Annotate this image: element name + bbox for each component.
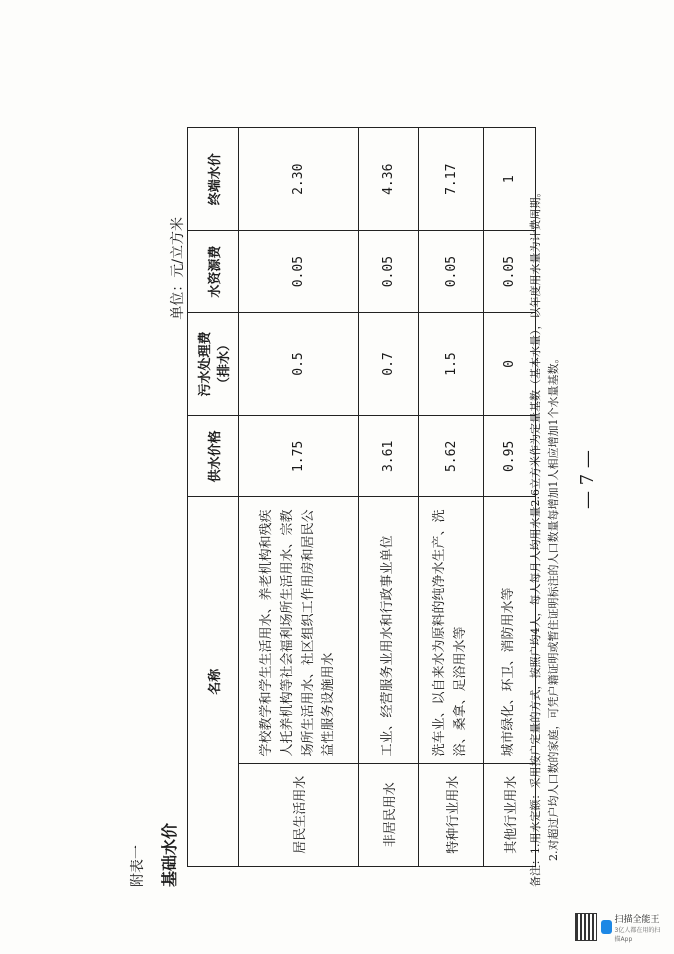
- row-resource-fee: 0.05: [484, 231, 536, 312]
- row-terminal-price: 1: [484, 128, 536, 231]
- row-supply-price: 1.75: [239, 416, 359, 497]
- row-supply-price: 5.62: [419, 416, 484, 497]
- row-sewage-fee: 0.5: [239, 312, 359, 415]
- watermark-tagline: 3亿人都在用的扫描App: [614, 926, 661, 943]
- row-description: 学校教学和学生生活用水、养老机构和残疾人托养机构等社会福利场所生活用水、宗教场所生活用水、社区组织工作用房和居民公益性服务设施用水: [239, 497, 359, 763]
- watermark-app-name: 扫描全能王: [614, 914, 660, 925]
- header-supply-price: 供水价格: [188, 416, 239, 497]
- row-resource-fee: 0.05: [359, 231, 419, 312]
- row-sewage-fee: 0.7: [359, 312, 419, 415]
- row-description: 工业、经营服务业用水和行政事业单位: [359, 497, 419, 763]
- scanner-logo-icon: [601, 920, 612, 934]
- row-terminal-price: 7.17: [419, 128, 484, 231]
- row-resource-fee: 0.05: [419, 231, 484, 312]
- table-row: [239, 128, 359, 867]
- row-terminal-price: 4.36: [359, 128, 419, 231]
- table-row: [419, 128, 484, 867]
- row-category: 其他行业用水: [484, 763, 536, 866]
- table-row: [359, 128, 419, 867]
- header-resource-fee: 水资源费: [188, 231, 239, 312]
- row-resource-fee: 0.05: [239, 231, 359, 312]
- row-category: 特种行业用水: [419, 763, 484, 866]
- row-sewage-fee: 0: [484, 312, 536, 415]
- annex-label: 附表一: [130, 845, 146, 887]
- table-header-row: [188, 128, 239, 867]
- document-page: [57, 37, 617, 917]
- table-title: 基础水价: [160, 822, 179, 887]
- header-sewage-fee: 污水处理费（排水）: [188, 312, 239, 415]
- row-sewage-fee: 1.5: [419, 312, 484, 415]
- header-terminal-price: 终端水价: [188, 128, 239, 231]
- note-line: 2.对超过户均人口数的家庭，可凭户籍证明或暂住证明标注的人口数量每增加1人相应增加1个水量基数。: [546, 352, 560, 861]
- row-supply-price: 3.61: [359, 416, 419, 497]
- header-name: 名称: [188, 497, 239, 867]
- water-price-table: [187, 127, 536, 867]
- row-category: 非居民用水: [359, 763, 419, 866]
- page-number: — 7 —: [577, 450, 598, 509]
- row-terminal-price: 2.30: [239, 128, 359, 231]
- row-supply-price: 0.95: [484, 416, 536, 497]
- row-description: 城市绿化、环卫、消防用水等: [484, 497, 536, 763]
- row-category: 居民生活用水: [239, 763, 359, 866]
- qr-code-icon: [575, 913, 597, 941]
- unit-label: 单位：元/立方米: [170, 217, 186, 320]
- row-description: 洗车业、以自来水为原料的纯净水生产、洗浴、桑拿、足浴用水等: [419, 497, 484, 763]
- note-line: 备注：1.用水定额：采用按户定量的方式，按照户均4人，每人每月人均用水量2.6立方米作为定量基数（基本水量），以年度用水量为计费周期。: [529, 186, 542, 887]
- notes: [527, 87, 562, 887]
- scanner-watermark: [575, 910, 663, 944]
